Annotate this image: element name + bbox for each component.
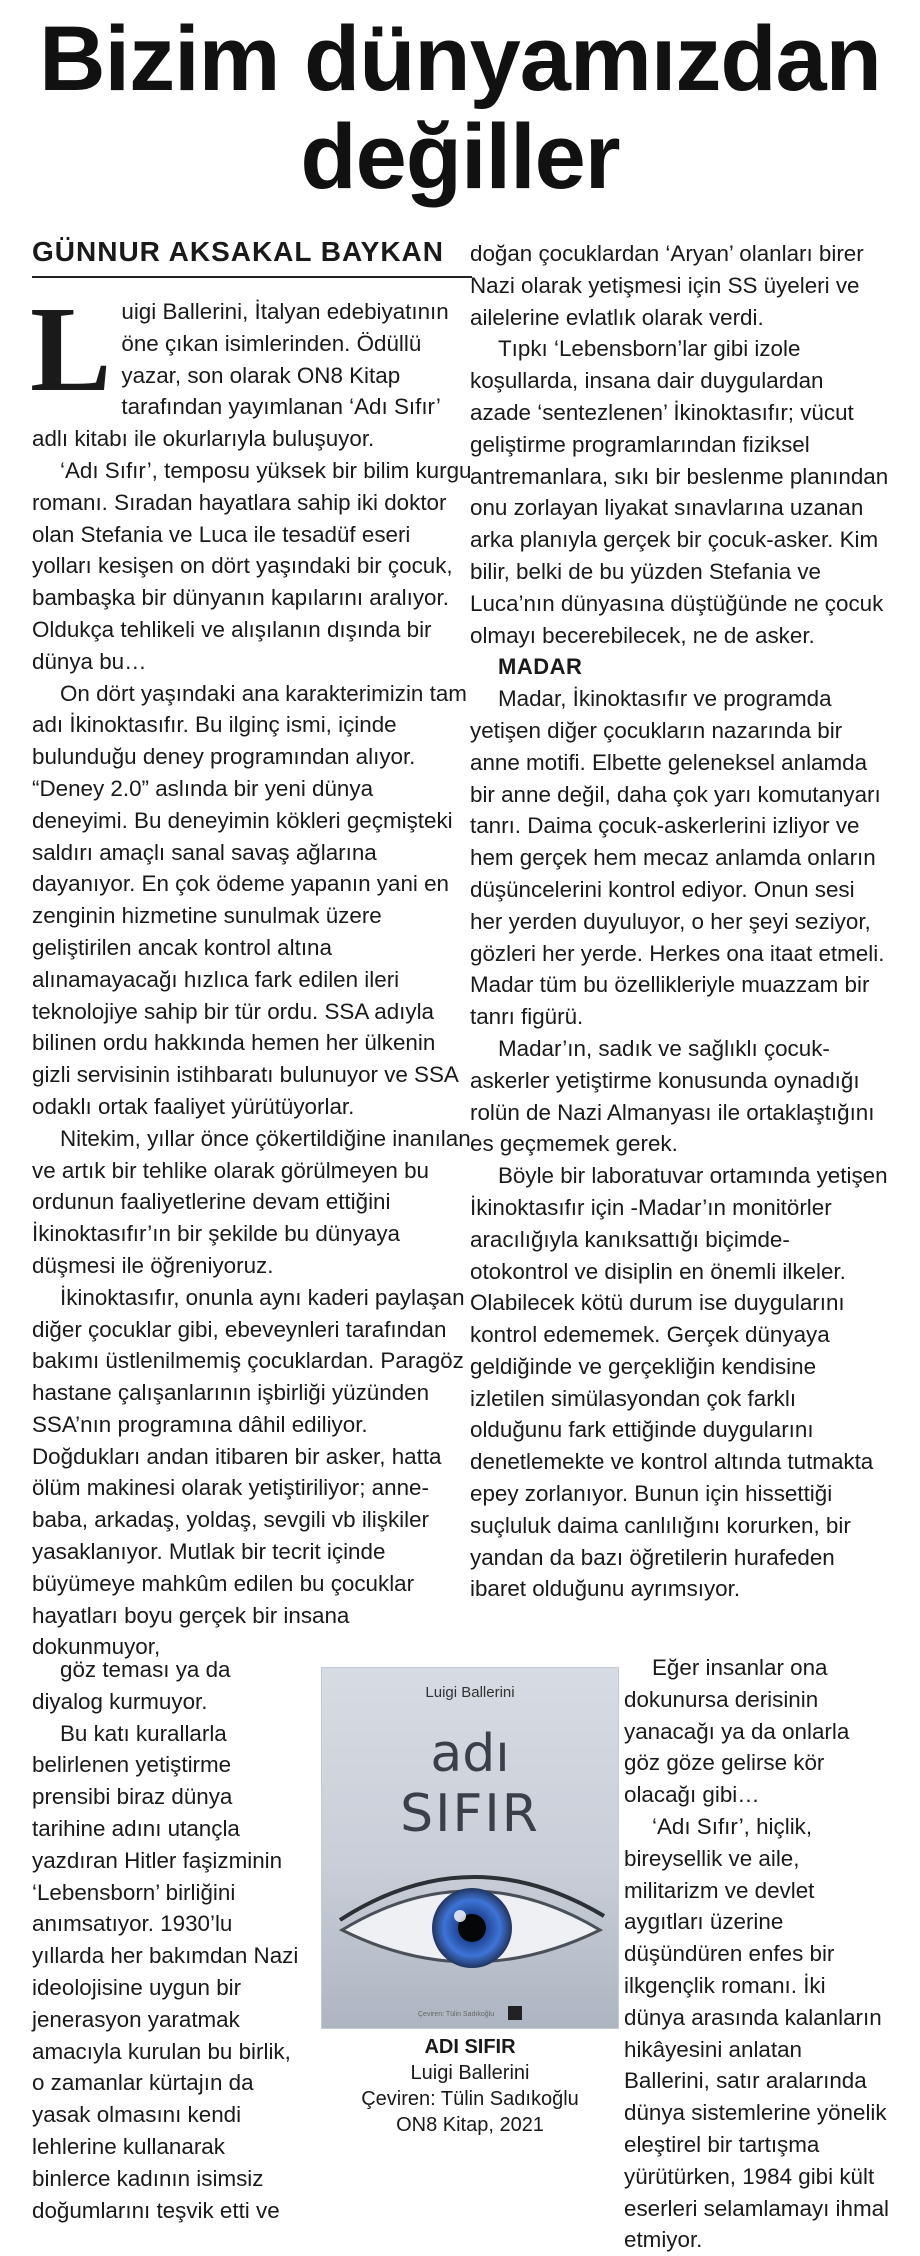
paragraph-6: Bu katı kurallarla belirlenen yetiştirme prensibi biraz dünya tarihine adını utançla yazdıran Hitler faşizminin ‘Lebensborn’ birliğini anımsatıyor. 1930’lu yıllarda her bakımdan Nazi ideolojisine uygun bir jenerasyon yaratmak amacıyla kurulan bu birlik, o zamanlar kürtajın da yasak olmasını kendi lehlerine kullanarak binlerce kadının isimsiz doğumlarını teşvik etti ve bbox=[32, 1720, 299, 2223]
headline-line-1: Bizim dünyamızdan bbox=[39, 8, 881, 110]
image-caption bbox=[322, 2034, 618, 2138]
paragraph-12: Eğer insanlar ona dokunursa derisinin yanacağı ya da onlarla göz göze gelirse kör olacağı gibi… bbox=[624, 1655, 850, 1808]
column-left bbox=[30, 282, 472, 1663]
headline bbox=[0, 10, 920, 206]
byline-rule bbox=[32, 276, 472, 278]
caption-title: ADI SIFIR bbox=[424, 2036, 516, 2058]
paragraph-4: Nitekim, yıllar önce çökertildiğine inanılan ve artık bir tehlike olarak görülmeyen bu ordunun faaliyetlerine devam ettiğini İkinoktasıfır’ın bir şekilde bu dünyaya düşmesi ile öğreniyoruz. bbox=[32, 1125, 471, 1278]
cover-translator: Çeviren: Tülin Sadıkoğlu bbox=[418, 2011, 495, 2018]
caption-author: Luigi Ballerini bbox=[410, 2062, 530, 2084]
paragraph-13: ‘Adı Sıfır’, hiçlik, bireysellik ve aile, militarizm ve devlet aygıtları üzerine düşündüren enfes bir ilkgençlik romanı. İki dünya arasında kalanların hikâyesini anlatan Ballerini, satır aralarında dünya sistemlerine yönelik eleştirel bir tartışma yürütürken, 1984 gibi kült eserleri selamlamayı ihmal etmiyor. bbox=[624, 1813, 890, 2253]
paragraph-3: On dört yaşındaki ana karakterimizin tam adı İkinoktasıfır. Bu ilginç ismi, içinde bulunduğu deney programından alıyor. “Deney 2.0” aslında bir yeni dünya deneyimi. Bu deneyimin kökleri geçmişteki saldırı amaçlı sanal savaş ağlarına dayanıyor. En çok ödeme yapanın yani en zenginin hizmetine sunulmak üzere geliştirilen ancak kontrol altına alınamayacağı hızlıca fark edilen ileri teknolojiye sahip bir tür ordu. SSA adıyla bilinen ordu hakkında hemen her ülkenin gizli servisinin istihbaratı bulunuyor ve SSA odaklı ortak faaliyet yürütüyorlar. bbox=[32, 680, 467, 1119]
paragraph-5: İkinoktasıfır, onunla aynı kaderi paylaşan diğer çocuklar gibi, ebeveynleri tarafından bakımı üstlenilmemiş çocuklardan. Paragöz hastane çalışanlarının işbirliği yüzünden SSA’nın programına dâhil ediliyor. Doğdukları andan itibaren bir asker, hatta ölüm makinesi olarak yetiştiriliyor; anne-baba, arkadaş, yoldaş, sevgili vb ilişkiler yasaklanıyor. Mutlak bir tecrit içinde büyümeye mahkûm edilen bu çocuklar hayatları boyu gerçek bir insana dokunmuyor, bbox=[32, 1284, 465, 1660]
paragraph-7: doğan çocuklardan ‘Aryan’ olanları birer Nazi olarak yetişmesi için SS üyeleri ve ailelerine evlatlık olarak verdi. bbox=[470, 241, 864, 330]
paragraph-8: Tıpkı ‘Lebensborn’lar gibi izole koşullarda, insana dair duygulardan azade ‘sentezlenen’ İkinoktasıfır; vücut geliştirme programlarından fiziksel antremanlara, sıkı bir beslenme planından onu zorlayan liyakat sınavlarına uzanan arka planıyla gerçek bir çocuk-asker. Kim bilir, belki de bu yüzden Stefania ve Luca’nın dünyasına düştüğünde ne çocuk olmayı becerebilecek, ne de asker. bbox=[470, 336, 889, 648]
cover-title-1: adı bbox=[430, 1724, 510, 1784]
publisher-logo-icon bbox=[508, 2006, 522, 2020]
eye-illustration bbox=[322, 1858, 618, 1998]
paragraph-5-end: göz teması ya da diyalog kurmuyor. bbox=[32, 1657, 231, 1714]
cover-author: Luigi Ballerini bbox=[425, 1684, 515, 1701]
paragraph-10: Madar’ın, sadık ve sağlıklı çocuk-askerler yetiştirme konusunda oynadığı rolün de Nazi Almanyası ile ortaklaştığını es geçmemek gerek. bbox=[470, 1035, 875, 1157]
subheading: MADAR bbox=[498, 654, 583, 680]
paragraph-1: Luigi Ballerini, İtalyan edebiyatının öne çıkan isimlerinden. Ödüllü yazar, son olarak ON8 Kitap tarafından yayımlanan ‘Adı Sıfır’ adlı kitabı ile okurlarıyla buluşuyor. bbox=[30, 282, 449, 452]
column-right bbox=[470, 238, 890, 1605]
byline: GÜNNUR AKSAKAL BAYKAN bbox=[32, 236, 444, 267]
column-left-narrow bbox=[32, 1654, 300, 2226]
paragraph-2: ‘Adı Sıfır’, temposu yüksek bir bilim kurgu romanı. Sıradan hayatlara sahip iki doktor olan Stefania ve Luca ile tesadüf eseri yolları kesişen on dört yaşındaki bir çocuk, bambaşka bir dünyanın kapılarını aralıyor. Oldukça tehlikeli ve alışılanın dışında bir dünya bu… bbox=[32, 457, 472, 674]
drop-cap: L bbox=[30, 282, 112, 417]
book-cover-image bbox=[322, 1668, 618, 2028]
column-right-narrow bbox=[624, 1652, 890, 2256]
cover-title-2: SIFIR bbox=[400, 1784, 540, 1844]
headline-line-2: değiller bbox=[300, 106, 620, 208]
paragraph-9: Madar, İkinoktasıfır ve programda yetişen diğer çocukların nazarında bir anne motifi. Elbette geleneksel anlamda bir anne değil, daha çok yarı komutanyarı tanrı. Daima çocuk-askerlerini izliyor ve hem gerçek hem mecaz anlamda onların düşüncelerini kontrol ediyor. Onun sesi her yerden duyuluyor, o her şeyi seziyor, gözleri her yerde. Herkes ona itaat etmeli. Madar tüm bu özellikleriyle muazzam bir tanrı figürü. bbox=[470, 686, 885, 1030]
paragraph-11: Böyle bir laboratuvar ortamında yetişen İkinoktasıfır için -Madar’ın monitörler aracılığıyla kanıksattığı biçimde- otokontrol ve disiplin en önemli ilkeler. Olabilecek kötü durum ise duygularını kontrol edememek. Gerçek dünyaya geldiğinde ve gerçekliğin kendisine izletilen simülasyondan çok farklı olduğunu fark ettiğinde duygularını denetlemekte ve kontrol altında tutmakta epey zorlanıyor. Bunun için hissettiği suçluluk daima canlılığını korurken, bir yandan da bazı öğretilerin hurafeden ibaret olduğunu ayrımsıyor. bbox=[470, 1163, 888, 1602]
caption-publisher: ON8 Kitap, 2021 bbox=[396, 2114, 544, 2136]
caption-translator: Çeviren: Tülin Sadıkoğlu bbox=[361, 2088, 579, 2110]
